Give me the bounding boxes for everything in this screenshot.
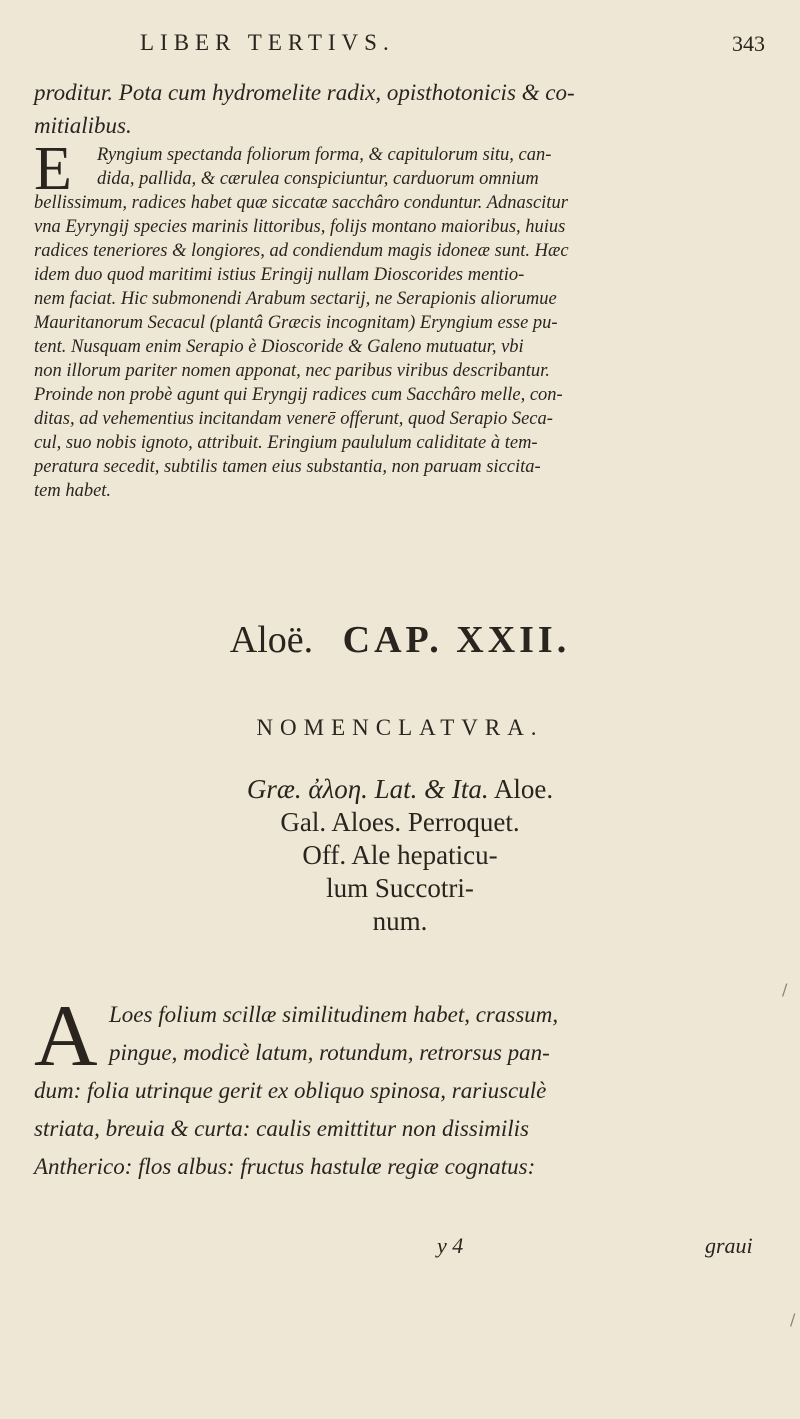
names-line: num. [372,906,428,936]
text-line: tent. Nusquam enim Serapio è Dioscoride & Galeno mutuatur, vbi [34,337,524,357]
paragraph-eryngium [34,135,774,503]
text-line: ditas, ad vehementius incitandam venerē offerunt, quod Serapio Seca- [34,409,553,429]
text-line: mitialibus. [34,113,132,138]
text-line: radices teneriores & longiores, ad condiendum magis idoneæ sunt. Hæc [34,241,569,261]
signature-mark: y 4 [437,1233,464,1258]
page-stain-mark: / [782,980,788,999]
chapter-heading [0,618,800,676]
chapter-number: CAP. XXII. [342,619,571,661]
text-line: Loes folium scillæ similitudinem habet, crassum, [109,1002,559,1027]
paragraph-continuation [34,76,774,142]
running-title: LIBER TERTIVS. [140,30,395,55]
text-line: Mauritanorum Secacul (plantâ Græcis incognitam) Eryngium esse pu- [34,313,558,333]
text-line: proditur. Pota cum hydromelite radix, opisthotonicis & co- [34,80,575,105]
names-line [0,773,800,806]
drop-cap-e: E [34,135,72,203]
catchword: graui [705,1233,753,1258]
chapter-title: Aloë. [229,619,314,661]
text-line: peratura secedit, subtilis tamen eius substantia, non paruam siccita- [34,457,541,477]
text-line: pingue, modicè latum, rotundum, retrorsus pan- [109,1040,550,1065]
page-number: 343 [732,31,765,56]
paragraph-aloe [34,988,774,1186]
text-line: idem duo quod maritimi istius Eringij nullam Dioscorides mentio- [34,265,525,285]
text-line: cul, suo nobis ignoto, attribuit. Eringium paululum caliditate à tem- [34,433,538,453]
text-line: Proinde non probè agunt qui Eryngij radices cum Sacchâro melle, con- [34,385,563,405]
text-line: dum: folia utrinque gerit ex obliquo spinosa, rariusculè [34,1078,547,1103]
text-line: nem faciat. Hic submonendi Arabum sectarij, ne Serapionis aliorumue [34,289,557,309]
drop-cap-a: A [34,988,98,1085]
page-header [0,22,800,62]
text-line: striata, breuia & curta: caulis emittitur non dissimilis [34,1116,529,1141]
text-line: dida, pallida, & cærulea conspiciuntur, carduorum omnium [97,169,539,189]
text-line: tem habet. [34,481,112,501]
names-line: lum Succotri- [326,873,474,903]
nomenclature-heading: NOMENCLATVRA. [256,715,544,740]
text-line: Antherico: flos albus: fructus hastulæ regiæ cognatus: [34,1154,536,1179]
names-roman: Aloe. [493,774,554,804]
nomenclature-list [0,773,800,938]
names-italic: Græ. ἀλοη. Lat. & Ita. [246,774,489,804]
names-line: Gal. Aloes. Perroquet. [280,807,520,837]
page-stain-mark: / [790,1310,796,1329]
text-line: non illorum pariter nomen apponat, nec paribus viribus describantur. [34,361,550,381]
text-line: Ryngium spectanda foliorum forma, & capitulorum situ, can- [97,145,552,165]
names-line: Off. Ale hepaticu- [302,840,498,870]
text-line: vna Eyryngij species marinis littoribus, folijs montano maioribus, huius [34,217,566,237]
text-line: bellissimum, radices habet quæ siccatæ sacchâro conduntur. Adnascitur [34,193,568,213]
